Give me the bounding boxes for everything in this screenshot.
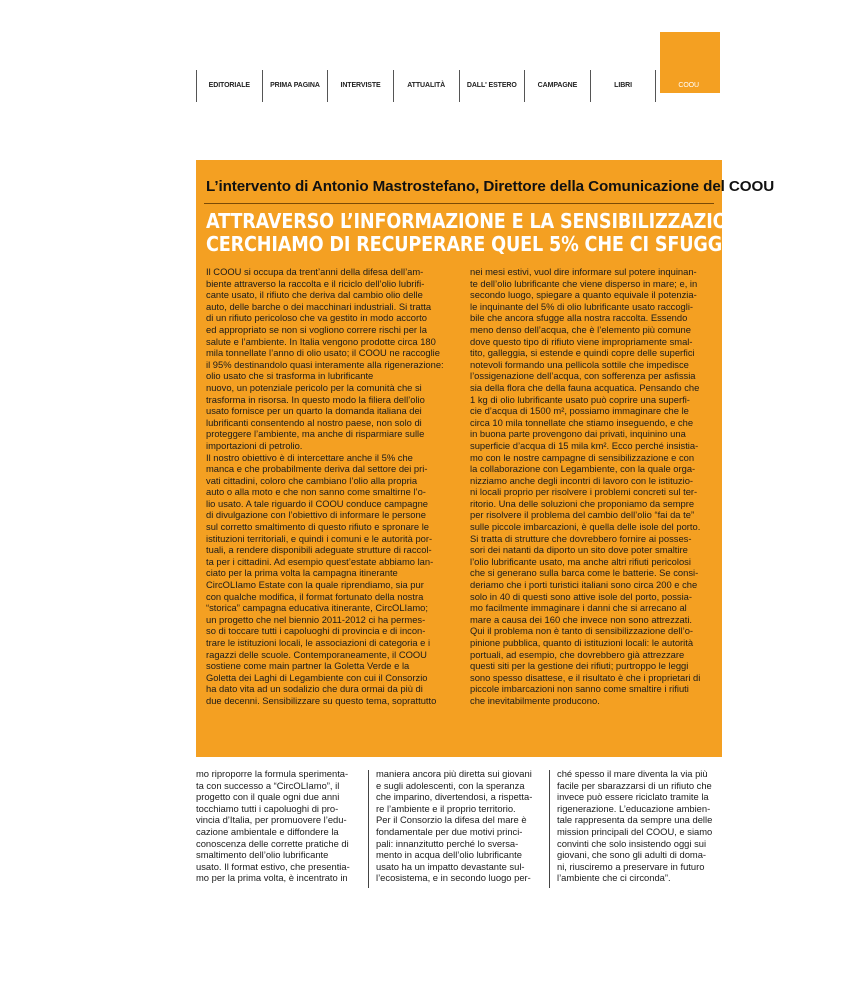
- tab-libri[interactable]: LIBRI: [590, 70, 656, 102]
- text-line: nuovo, un potenziale pericolo per la comunità che si: [206, 381, 422, 393]
- text-line: salute e l’ambiente. In Italia vengono prodotte circa 180: [206, 335, 436, 347]
- tab-interviste[interactable]: INTERVISTE: [327, 70, 393, 102]
- text-line: sono spesso disattese, e il risultato è che i proprietari di: [470, 671, 701, 683]
- text-line: e sugli adolescenti, con la speranza: [376, 779, 525, 791]
- text-line: bile che ancora sfugge alla nostra raccolta. Essendo: [470, 312, 688, 324]
- text-line: smaltimento dell’olio lubrificante: [196, 849, 329, 861]
- article-headline: [206, 209, 754, 256]
- text-line: le inquinante del 5% di olio lubrificante usato raccogli-: [470, 300, 694, 312]
- text-line: con qualche modifica, il format fortunato della nostra: [206, 590, 424, 602]
- tab-attualit[interactable]: ATTUALITÀ: [393, 70, 459, 102]
- text-line: ragazzi delle scuole. Contemporaneamente, il COOU: [206, 648, 427, 660]
- text-line: la collaborazione con Legambiente, con la quale orga-: [470, 463, 696, 475]
- text-line: Qui il problema non è tanto di sensibilizzazione dell’o-: [470, 625, 694, 637]
- text-line: usato. Il format estivo, che presentia-: [196, 860, 350, 872]
- text-line: proteggere l’ambiente, ma anche di risparmiare sulle: [206, 428, 425, 440]
- text-line: tocchiamo tutti i capoluoghi di pro-: [196, 802, 339, 814]
- text-line: fondamentale per due motivi princi-: [376, 825, 523, 837]
- text-line: il 95% destinandolo quasi interamente alla rigenerazione:: [206, 358, 444, 370]
- article-kicker: L’intervento di Antonio Mastrostefano, Direttore della Comunicazione del COOU: [206, 178, 775, 195]
- text-line: cante usato, il rifiuto che deriva dal cambio olio delle: [206, 289, 423, 301]
- text-line: pinione pubblica, quanto di istituzioni locali: le autorità: [470, 637, 694, 648]
- text-line: tuali, a rendere disponibili adeguate strutture di raccol-: [206, 544, 432, 556]
- text-line: Il nostro obiettivo è di intercettare anche il 5% che: [206, 451, 413, 463]
- text-line: portuali, ad esempio, che dovrebbero già attrezzare: [470, 648, 685, 660]
- text-line: invece può essere riciclato tramite la: [557, 791, 709, 803]
- bottom-column-3: [557, 768, 722, 884]
- text-line: secondo luogo, spiegare a quanto equivale il potenzia-: [470, 289, 697, 301]
- text-line: ha dato vita ad un sodalizio che dura ormai da più di: [206, 683, 423, 695]
- text-line: ritorio. Una delle soluzioni che proponiamo da sempre: [470, 497, 695, 509]
- text-line: so di toccare tutti i capoluoghi di provincia e di incon-: [206, 625, 426, 637]
- text-line: mission principali del COOU, e siamo: [557, 825, 713, 837]
- column-divider: [368, 770, 369, 888]
- text-line: facile per sbarazzarsi di un rifiuto che: [557, 779, 712, 791]
- box-column-right: [470, 266, 715, 707]
- kicker-divider: [204, 203, 714, 204]
- text-line: mo con le nostre campagne di sensibilizzazione e con: [470, 451, 695, 463]
- text-line: deriamo che i porti turistici italiani sono circa 200 e che: [470, 579, 698, 591]
- text-line: ni, riusciremo a preservare in futuro: [557, 860, 705, 872]
- text-line: Per il Consorzio la difesa del mare è: [376, 814, 527, 826]
- text-line: “storica” campagna educativa itinerante, CircOLIamo;: [206, 602, 428, 614]
- text-line: 1 kg di olio lubrificante usato può coprire una superfi-: [470, 393, 690, 405]
- tab-prima-pagina[interactable]: PRIMA PAGINA: [262, 70, 328, 102]
- text-line: tale rappresenta da sempre una delle: [557, 814, 713, 826]
- text-line: l’ecosistema, e in secondo luogo per-: [376, 872, 531, 884]
- text-line: auto o alla moto e che non sanno come smaltirne l’o-: [206, 486, 426, 498]
- text-line: sori dei natanti da diporto un sito dove poter smaltire: [470, 544, 688, 556]
- text-line: che imparino, divertendosi, a rispetta-: [376, 791, 533, 803]
- text-line: notevoli formando una pellicola sottile che impedisce: [470, 358, 689, 370]
- text-line: rigenerazione. L’educazione ambien-: [557, 802, 711, 814]
- bottom-column-2: [376, 768, 541, 884]
- text-line: manca e che probabilmente deriva dal settore dei pri-: [206, 463, 428, 475]
- text-line: conoscenza delle corrette pratiche di: [196, 837, 349, 849]
- text-line: sia della flora che della fauna acquatica. Pensando che: [470, 381, 700, 393]
- text-line: re l’ambiente e il proprio territorio.: [376, 802, 516, 814]
- text-line: due decenni. Sensibilizzare su questo tema, soprattutto: [206, 694, 437, 706]
- text-line: ta per i cittadini. Ad esempio quest’estate abbiamo lan-: [206, 555, 434, 567]
- text-line: trare le istituzioni locali, le associazioni di categoria e i: [206, 637, 431, 648]
- text-line: piccole imbarcazioni non sanno come smaltire i rifiuti: [470, 683, 689, 695]
- text-line: Si tratta di strutture che dovrebbero fornire ai posses-: [470, 532, 692, 544]
- text-line: vati cittadini, coloro che cambiano l’olio alla propria: [206, 474, 418, 486]
- text-line: cie d’acqua di 1500 m², possiamo immaginare che le: [470, 405, 689, 417]
- text-line: ed appropriato se non si vogliono correre rischi per la: [206, 323, 427, 335]
- text-line: mare a causa dei 160 che invece non sono attrezzati.: [470, 613, 693, 625]
- tab-dall-estero[interactable]: DALL' ESTERO: [459, 70, 525, 102]
- text-line: maniera ancora più diretta sui giovani: [376, 768, 532, 779]
- text-line: convinti che solo insistendo oggi sui: [557, 837, 707, 849]
- tab-campagne[interactable]: CAMPAGNE: [524, 70, 590, 102]
- text-line: lubrificanti consentendo al nostro paese, non solo di: [206, 416, 422, 428]
- text-line: giovani, che sono gli adulti di doma-: [557, 849, 707, 861]
- text-line: l’ambiente che ci circonda”.: [557, 872, 671, 884]
- tab-editoriale[interactable]: EDITORIALE: [196, 70, 262, 102]
- bottom-column-1: [196, 768, 361, 884]
- text-line: dove questo tipo di rifiuto viene impropriamente smal-: [470, 335, 693, 347]
- column-divider: [549, 770, 550, 888]
- text-line: questi siti per la gestione dei rifiuti; purtroppo le leggi: [470, 660, 689, 672]
- headline-line-1: ATTRAVERSO L’INFORMAZIONE E LA SENSIBILIZZAZIONE: [206, 209, 754, 233]
- text-line: in buona parte provengono dai privati, inquinino una: [470, 428, 686, 440]
- text-line: Goletta dei Laghi di Legambiente con cui il Consorzio: [206, 671, 428, 683]
- text-line: sostiene come main partner la Goletta Verde e la: [206, 660, 410, 672]
- text-line: ciato per la prima volta la campagna itinerante: [206, 567, 398, 579]
- text-line: meno denso dell’acqua, che è l’elemento più comune: [470, 323, 691, 335]
- text-line: nizziamo anche degli incontri di lavoro con le istituzio-: [470, 474, 694, 486]
- section-nav: [196, 70, 721, 102]
- text-line: cazione ambientale e diffondere la: [196, 825, 339, 837]
- text-line: istituzioni territoriali, e quindi i comuni e le autorità por-: [206, 532, 433, 544]
- text-line: mo facilmente immaginare i danni che si arrecano al: [470, 602, 687, 614]
- text-line: tito, galleggia, si estende e quindi copre delle superfici: [470, 347, 695, 359]
- text-line: CircOLIamo Estate con la quale riprendiamo, sia pur: [206, 579, 424, 591]
- text-line: sul corretto smaltimento di questo rifiuto e spronare le: [206, 521, 430, 533]
- text-line: mento in acqua dell’olio lubrificante: [376, 849, 522, 861]
- text-line: Il COOU si occupa da trent’anni della difesa dell’am-: [206, 266, 424, 277]
- text-line: che si generano sulla barca come le batterie. Se consi-: [470, 567, 699, 579]
- text-line: superficie d’acqua di 15 mila km². Ecco perché insistia-: [470, 439, 699, 451]
- text-line: olio usato che si trasforma in lubrificante: [206, 370, 374, 382]
- text-line: lio usato. A tale riguardo il COOU conduce campagne: [206, 497, 428, 509]
- text-line: mila tonnellate l’anno di olio usato; il COOU ne raccoglie: [206, 347, 440, 359]
- headline-line-2: CERCHIAMO DI RECUPERARE QUEL 5% CHE CI SFUGGE: [206, 232, 734, 256]
- text-line: che inevitabilmente producono.: [470, 694, 600, 706]
- text-line: te dell’olio lubrificante che viene disperso in mare; e, in: [470, 277, 698, 289]
- text-line: importazioni di petrolio.: [206, 439, 303, 451]
- text-line: usato ha un impatto devastante sul-: [376, 860, 525, 872]
- text-line: pali: innanzitutto perché lo sversa-: [376, 837, 519, 849]
- text-line: ta con successo a “CircOLIamo”, il: [196, 779, 340, 791]
- tab-coou[interactable]: COOU: [655, 70, 721, 102]
- text-line: circa 10 mila tonnellate che stiamo inseguendo, e che: [470, 416, 694, 428]
- text-line: mo riproporre la formula sperimenta-: [196, 768, 349, 779]
- text-line: ché spesso il mare diventa la via più: [557, 768, 708, 779]
- box-column-left: [206, 266, 451, 707]
- text-line: di un rifiuto pericoloso che va gestito in modo accorto: [206, 312, 427, 324]
- text-line: sulle piccole imbarcazioni, è quella delle isole del porto.: [470, 521, 701, 533]
- text-line: nei mesi estivi, vuol dire informare sul potere inquinan-: [470, 266, 697, 277]
- text-line: l’ossigenazione dell’acqua, con sofferenza per asfissia: [470, 370, 696, 382]
- text-line: biente attraverso la raccolta e il riciclo dell’olio lubrifi-: [206, 277, 425, 289]
- text-line: per risolvere il problema del cambio dell’olio “fai da te”: [470, 509, 695, 521]
- text-line: trasforma in risorsa. In questo modo la filiera dell’olio: [206, 393, 425, 405]
- text-line: auto, delle barche o dei macchinari industriali. Si tratta: [206, 300, 432, 312]
- article-box: [196, 160, 775, 757]
- text-line: mo per la prima volta, è incentrato in: [196, 872, 348, 884]
- text-line: l’olio lubrificante usato, ma anche altri rifiuti pericolosi: [470, 555, 691, 567]
- text-line: usato fornisce per un quarto la domanda italiana dei: [206, 405, 422, 417]
- text-line: ni locali proprio per risolvere i problemi concreti sul ter-: [470, 486, 698, 498]
- text-line: vincia d’Italia, per promuovere l’edu-: [196, 814, 347, 826]
- text-line: solo in 40 di questi sono attive isole del porto, possia-: [470, 590, 693, 602]
- text-line: un progetto che nel biennio 2011-2012 ci ha permes-: [206, 613, 426, 625]
- text-line: di divulgazione con l’obiettivo di informare le persone: [206, 509, 426, 521]
- text-line: progetto con il quale ogni due anni: [196, 791, 340, 803]
